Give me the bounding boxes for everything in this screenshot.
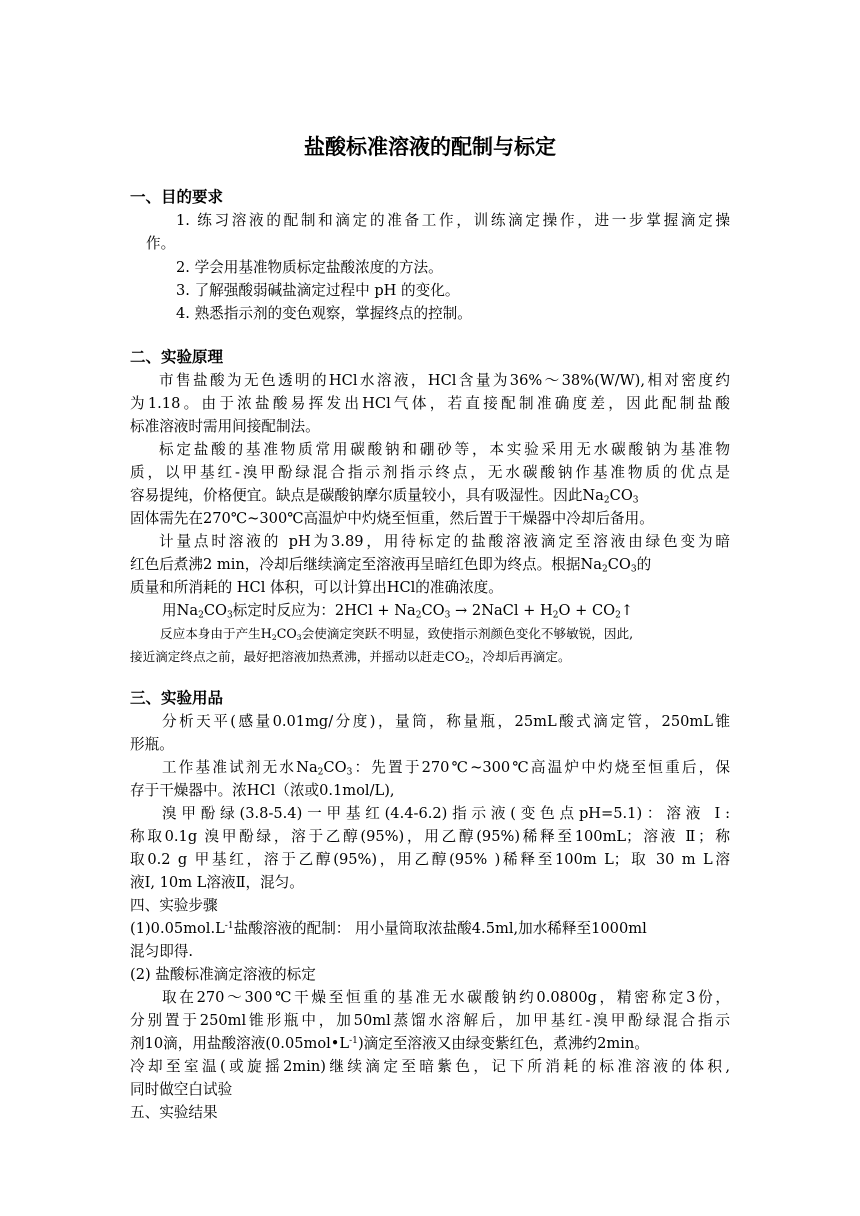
- section-heading-principle: 二、实验原理: [130, 348, 224, 366]
- section-heading-results: 五、实验结果: [130, 1104, 218, 1121]
- principle-p3: 计量点时溶液的 pH为3.89，用待标定的盐酸溶液滴定至溶液由绿色变为暗: [159, 533, 730, 550]
- principle-p2: 质，以甲基红-溴甲酚绿混合指示剂指示终点，无水碳酸钠作基准物质的优点是: [130, 464, 730, 481]
- procedure-step-1: $(1)0.05mol.L^{-1}$盐酸溶液的配制： 用小量筒取浓盐酸4.5ml,加水稀释至1000ml: [130, 920, 647, 937]
- page-title: 盐酸标准溶液的配制与标定: [304, 135, 556, 159]
- materials-line: 工作基准试剂无水$Na_2CO_3$：先置于270℃~300℃高温炉中灼烧至恒重后，保: [162, 759, 730, 778]
- section-heading-materials: 三、实验用品: [130, 689, 224, 707]
- principle-p1: 市售盐酸为无色透明的HCl水溶液，HCl含量为36%～38%(W/W),相对密度约: [159, 372, 730, 389]
- materials-line: 液I, 10m L溶液Ⅱ，混匀。: [130, 874, 304, 891]
- objective-1-cont: 作。: [146, 235, 176, 252]
- objective-1: 1. 练习溶液的配制和滴定的准备工作，训练滴定操作，进一步掌握滴定操: [176, 212, 730, 229]
- principle-p3: 质量和所消耗的 HCl 体积，可以计算出HCl的准确浓度。: [130, 579, 503, 596]
- procedure-step-2-text: 分别置于250ml锥形瓶中，加50ml蒸馏水溶解后，加甲基红-溴甲酚绿混合指示: [130, 1012, 730, 1029]
- procedure-step-2-text: 剂10滴，用盐酸溶液$(0.05mol•L^{-1})$滴定至溶液又由绿变紫红色，煮沸约2min。: [130, 1035, 649, 1052]
- materials-line: 存于干燥器中。浓HCl（浓或0.1mol/L),: [130, 782, 395, 799]
- materials-line: 称取0.1g 溴甲酚绿，溶于乙醇(95%)，用乙醇(95%)稀释至100mL；溶液 Ⅱ；称: [130, 828, 730, 845]
- objective-4: 4. 熟悉指示剂的变色观察，掌握终点的控制。: [176, 305, 472, 322]
- objective-3: 3. 了解强酸弱碱盐滴定过程中 pH 的变化。: [176, 282, 460, 299]
- materials-line: 取0.2 g 甲基红，溶于乙醇(95%)，用乙醇(95% )稀释至100m L；取 30 m L溶: [130, 851, 730, 868]
- section-heading-objectives: 一、目的要求: [130, 188, 224, 206]
- principle-p1: 为1.18。由于浓盐酸易挥发出HCl气体，若直接配制准确度差，因此配制盐酸: [130, 395, 730, 412]
- materials-line: 溴甲酚绿(3.8-5.4)一甲基红(4.4-6.2)指示液(变色点pH=5.1)：溶液 Ⅰ:: [162, 805, 730, 822]
- reaction-equation: 用$Na_2CO_3$标定时反应为：$2HCl + Na_2CO_3$ → 2NaCl + $H_2O$ + $CO_2↑$: [162, 602, 634, 621]
- objective-2: 2. 学会用基准物质标定盐酸浓度的方法。: [176, 259, 443, 276]
- principle-p1: 标准溶液时需用间接配制法。: [130, 418, 320, 435]
- note-line: 接近滴定终点之前，最好把溶液加热煮沸，并摇动以赶走$CO_2$，冷却后再滴定。: [130, 649, 571, 665]
- procedure-step-1-cont: 混匀即得.: [130, 943, 194, 960]
- materials-line: 形瓶。: [130, 736, 174, 753]
- note-line: 反应本身由于产生$H_2CO_3$会使滴定突跃不明显，致使指示剂颜色变化不够敏锐，因此,: [160, 626, 634, 642]
- principle-p2-formula: 容易提纯，价格便宜。缺点是碳酸钠摩尔质量较小，具有吸湿性。因此$Na_2CO_3$: [130, 487, 639, 506]
- procedure-step-2: (2) 盐酸标准滴定溶液的标定: [130, 966, 316, 983]
- procedure-step-2-text: 冷却至室温(或旋摇2min)继续滴定至暗紫色，记下所消耗的标准溶液的体积,: [130, 1058, 730, 1075]
- principle-p2: 标定盐酸的基准物质常用碳酸钠和硼砂等，本实验采用无水碳酸钠为基准物: [159, 441, 730, 458]
- principle-p3-formula: 红色后煮沸2 min，冷却后继续滴定至溶液再呈暗红色即为终点。根据$Na_2CO_3$的: [130, 556, 652, 575]
- materials-line: 分析天平(感量0.01mg/分度)，量筒，称量瓶，25mL酸式滴定管，250mL锥: [162, 713, 730, 730]
- section-heading-procedure: 四、实验步骤: [130, 897, 218, 914]
- procedure-step-2-text: 同时做空白试验: [130, 1081, 233, 1098]
- principle-p2: 固体需先在270℃~300℃高温炉中灼烧至恒重，然后置于干燥器中冷却后备用。: [130, 510, 654, 527]
- procedure-step-2-text: 取在270～300℃干燥至恒重的基准无水碳酸钠约0.0800g，精密称定3份，: [162, 989, 730, 1006]
